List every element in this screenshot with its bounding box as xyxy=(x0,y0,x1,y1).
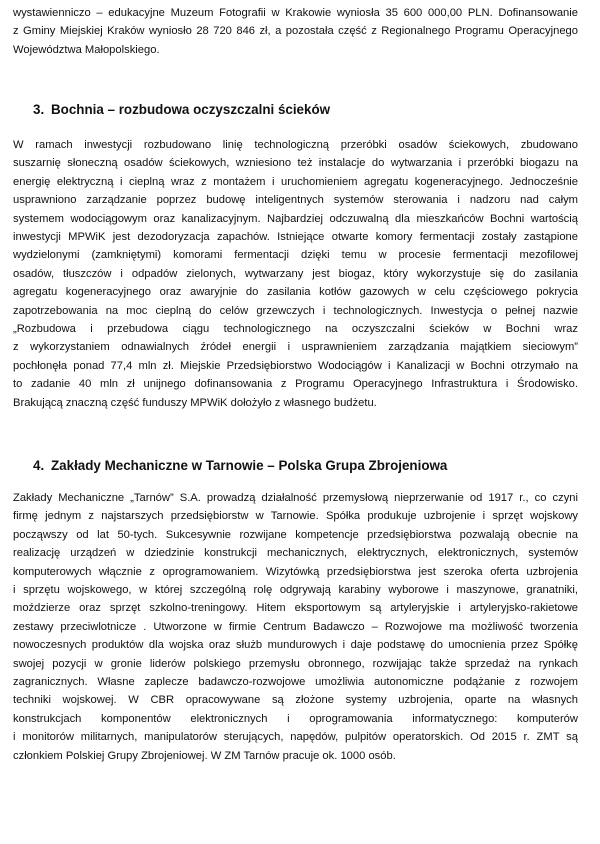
section-paragraph-tarnow xyxy=(13,489,578,765)
paragraph-line: suszarnię słoneczną osadów ściekowych, wzniesiono też instalacje do wytwarzania i przeróbki biogazu na xyxy=(13,157,578,170)
paragraph-line: i monitorów militarnych, manipulatorów sterujących, napędów, pulpitów operatorskich. Od 2015 r. ZMT są xyxy=(13,731,578,744)
paragraph-line: agregatu kogeneracyjnego oraz awaryjnie do zasilania kotłów gazowych w celu częściowego pokrycia xyxy=(13,286,578,299)
section-title: Zakłady Mechaniczne w Tarnowie – Polska Grupa Zbrojeniowa xyxy=(51,458,448,473)
paragraph-line: wydzielonymi (zamkniętymi) komorami fermentacji dzięki temu w procesie fermentacji mezofilowej xyxy=(13,249,578,262)
paragraph-line: energię elektryczną i cieplną wraz z montażem i uruchomieniem agregatu kogeneracyjnego. Jednocześnie xyxy=(13,175,578,188)
paragraph-line: Brakującą znaczną część funduszy MPWiK dołożyło z własnego budżetu. xyxy=(13,396,377,409)
paragraph-line: osadów, tłuszczów i odpadów zielonych, wytwarzany jest biogaz, który wykorzystuje się do zasilania xyxy=(13,267,578,280)
paragraph-line: techniki wojskowej. W CBR opracowywane są złożone systemy uzbrojenia, oparte na własnych xyxy=(13,694,578,707)
paragraph-line: z wykorzystaniem odnawialnych źródeł energii i usprawnieniem zarządzania majątkiem sieciowym” xyxy=(13,341,578,354)
section-heading-bochnia xyxy=(33,101,330,119)
paragraph-line: usprawniono zarządzanie poprzez budowę inteligentnych systemów sterowania i nadzoru nad całym xyxy=(13,194,578,207)
paragraph-line: Województwa Małopolskiego. xyxy=(13,43,160,56)
paragraph-line: W ramach inwestycji rozbudowano linię technologiczną przeróbki osadów ściekowych, zbudowano xyxy=(13,139,578,151)
paragraph-line: zestawy przeciwlotnicze . Utworzone w firmie Centrum Badawczo – Rozwojowe ma możliwość tworzenia xyxy=(13,620,578,633)
paragraph-line: konstrukcjach komponentów elektronicznych i oprogramowania informatycznego: komputerów xyxy=(13,712,578,725)
paragraph-line: zagranicznych. Własne zaplecze badawczo-rozwojowe umożliwia autonomiczne podążanie z rozwojem xyxy=(13,676,578,689)
paragraph-line: komputerowych włącznie z oprogramowaniem. Wizytówką przedsiębiorstwa jest szeroka oferta uzbrojenia xyxy=(13,565,578,578)
section-number: 4. xyxy=(33,458,45,473)
intro-paragraph xyxy=(13,4,578,59)
paragraph-line: nowoczesnych produktów dla wojska oraz służb mundurowych i daje podstawę do umocnienia przez Spółkę xyxy=(13,639,578,652)
paragraph-line: Zakłady Mechaniczne „Tarnów” S.A. prowadzą działalność przemysłową nieprzerwanie od 1917 r., co czyni xyxy=(13,492,578,504)
paragraph-line: zapotrzebowania na moc cieplną do celów grzewczych i technologicznych. Inwestycja o pełnej nazwie xyxy=(13,304,578,317)
paragraph-line: swojej pozycji w gronie liderów polskiego przemysłu obronnego, rozwijając także sprzedaż na rynkach xyxy=(13,657,578,670)
paragraph-line: „Rozbudowa i przebudowa ciągu technologicznego na oczyszczalni ścieków w Bochni wraz xyxy=(13,323,578,336)
paragraph-line: członkiem Polskiej Grupy Zbrojeniowej. W ZM Tarnów pracuje ok. 1000 osób. xyxy=(13,749,396,762)
section-number: 3. xyxy=(33,102,45,117)
section-heading-tarnow xyxy=(33,457,447,475)
paragraph-line: moździerze oraz sprzęt szkolno-treningowy. Hitem eksportowym są artyleryjskie i artyleryjsko-rakietowe xyxy=(13,602,578,615)
paragraph-line: systemem wodociągowym oraz kanalizacyjnym. Najbardziej odczuwalną dla mieszkańców Bochni wartością xyxy=(13,212,578,225)
paragraph-line: z Gminy Miejskiej Kraków wyniosło 28 720 846 zł, a pozostała część z Regionalnego Programu Operacyjnego xyxy=(13,25,578,38)
paragraph-line: wystawienniczo – edukacyjne Muzeum Fotografii w Krakowie wyniosła 35 600 000,00 PLN. Dofinansowanie xyxy=(13,7,578,19)
paragraph-line: firmę jednym z najstarszych przedsiębiorstw w Tarnowie. Spółka produkuje uzbrojenie i sprzęt wojskowy xyxy=(13,510,578,523)
paragraph-line: realizację urządzeń w dziedzinie konstrukcji mechanicznych, elektrycznych, elektronicznych, systemów xyxy=(13,547,578,560)
section-paragraph-bochnia xyxy=(13,136,578,412)
paragraph-line: to zadanie 40 mln zł unijnego dofinansowania z Programu Operacyjnego Infrastruktura i Środowisko. xyxy=(13,378,578,391)
section-title: Bochnia – rozbudowa oczyszczalni ścieków xyxy=(51,102,331,117)
paragraph-line: inwestycji MPWiK jest dezodoryzacja zapachów. Istniejące otwarte komory fermentacji zostały zastąpione xyxy=(13,231,578,244)
paragraph-line: począwszy od lat 50-tych. Sukcesywnie rozwijane kompetencje przedsiębiorstwa pozwalają obecnie na xyxy=(13,528,578,541)
paragraph-line: i sprzętu wojskowego, w której szczególną rolę odgrywają karabiny wyborowe i maszynowe, granatniki, xyxy=(13,584,578,597)
paragraph-line: pochłonęła ponad 77,4 mln zł. Miejskie Przedsiębiorstwo Wodociągów i Kanalizacji w Bochni otrzymało na xyxy=(13,359,578,372)
